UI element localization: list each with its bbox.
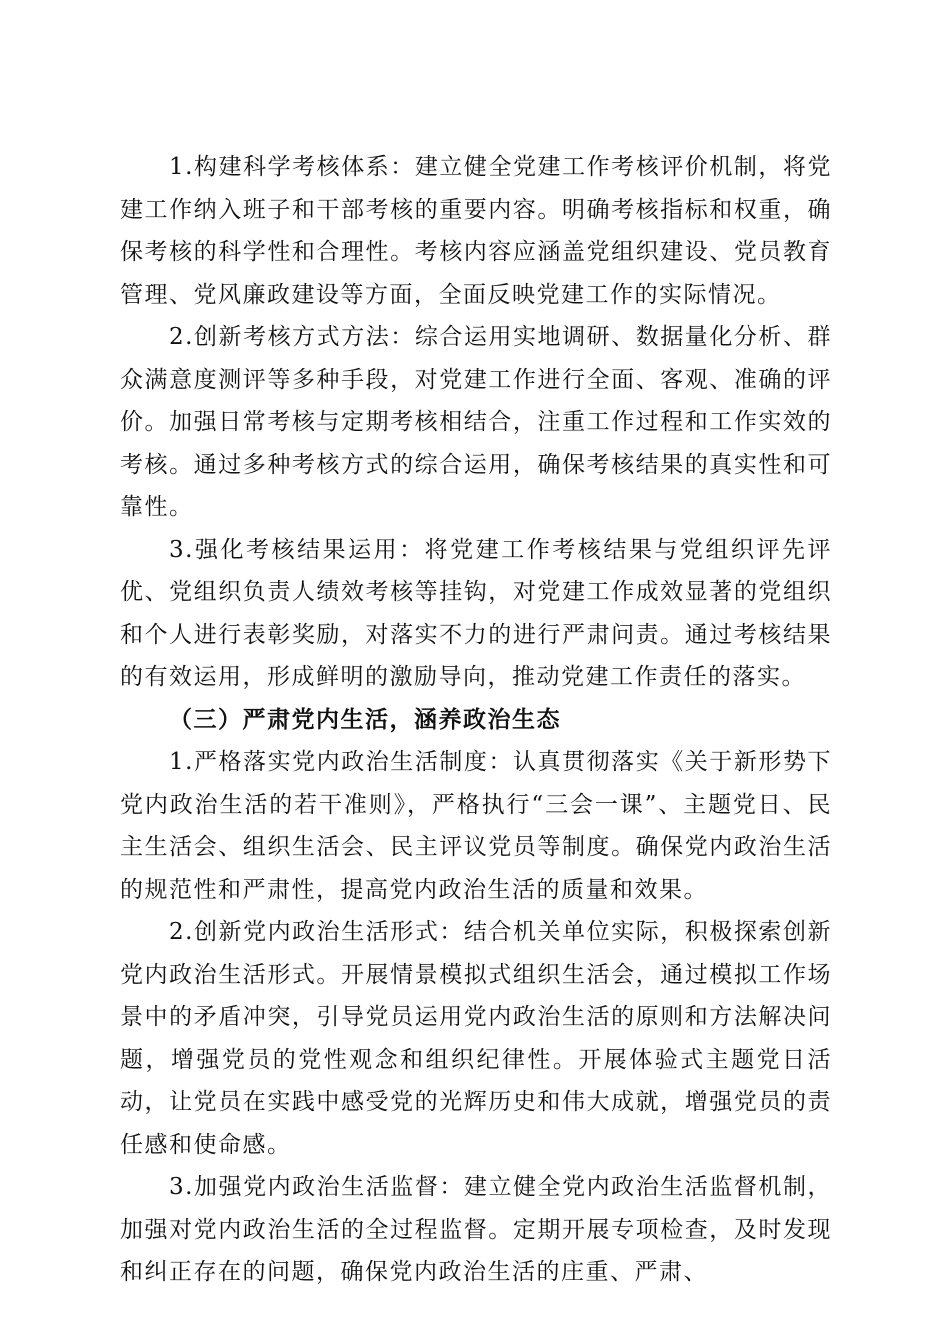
paragraph-assessment-system: 1.构建科学考核体系：建立健全党建工作考核评价机制，将党建工作纳入班子和干部考核的重要内容。明确考核指标和权重，确保考核的科学性和合理性。考核内容应涵盖党组织建设、党员教育管理、党风廉政建设等方面，全面反映党建工作的实际情况。 [120,154,832,308]
paragraph-assessment-results: 3.强化考核结果运用：将党建工作考核结果与党组织评先评优、党组织负责人绩效考核等挂钩，对党建工作成效显著的党组织和个人进行表彰奖励，对落实不力的进行严肃问责。通过考核结果的有效运用，形成鲜明的激励导向，推动党建工作责任的落实。 [120,536,832,690]
document-body [120,146,832,1294]
paragraph-party-life-supervision: 3.加强党内政治生活监督：建立健全党内政治生活监督机制，加强对党内政治生活的全过程监督。定期开展专项检查，及时发现和纠正存在的问题，确保党内政治生活的庄重、严肃、 [120,1174,832,1285]
section-heading-party-life: （三）严肃党内生活，涵养政治生态 [169,706,561,733]
paragraph-assessment-methods: 2.创新考核方式方法：综合运用实地调研、数据量化分析、群众满意度测评等多种手段，对党建工作进行全面、客观、准确的评价。加强日常考核与定期考核相结合，注重工作过程和工作实效的考核。通过多种考核方式的综合运用，确保考核结果的真实性和可靠性。 [120,324,832,520]
paragraph-party-life-forms: 2.创新党内政治生活形式：结合机关单位实际，积极探索创新党内政治生活形式。开展情景模拟式组织生活会，通过模拟工作场景中的矛盾冲突，引导党员运用党内政治生活的原则和方法解决问题，增强党员的党性观念和组织纪律性。开展体验式主题党日活动，让党员在实践中感受党的光辉历史和伟大成就，增强党员的责任感和使命感。 [120,919,832,1158]
paragraph-party-life-system: 1.严格落实党内政治生活制度：认真贯彻落实《关于新形势下党内政治生活的若干准则》，严格执行“三会一课”、主题党日、民主生活会、组织生活会、民主评议党员等制度。确保党内政治生活的规范性和严肃性，提高党内政治生活的质量和效果。 [120,749,832,903]
